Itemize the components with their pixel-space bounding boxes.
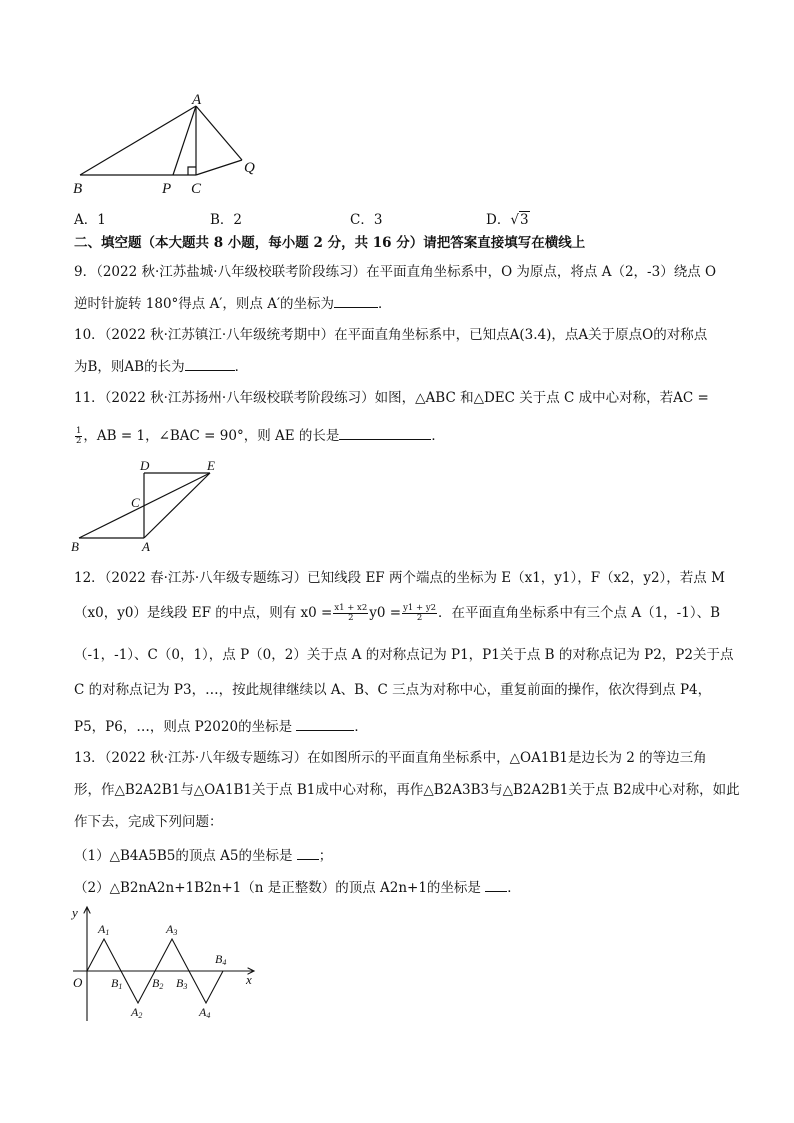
q12-line3: （-1，-1）、C（0，1），点 P（0，2）关于点 A 的对称点记为 P1，P1关于点 B 的对称点记为 P2，P2关于点: [74, 647, 734, 663]
label-b: B: [71, 539, 79, 554]
q13-line2: 形，作△B2A2B1与△OA1B1关于点 B1成中心对称，再作△B2A3B3与△B2A2B1关于点 B2成中心对称，如此: [74, 782, 740, 798]
choice-c[interactable]: C．3: [350, 212, 383, 228]
q13-part2: （2）△B2nA2n+1B2n+1（n 是正整数）的顶点 A2n+1的坐标是 ．: [74, 877, 521, 897]
label-b: B: [73, 181, 83, 197]
label-d: D: [140, 458, 150, 473]
q13-line1: 13．（2022 秋·江苏·八年级专题练习）在如图所示的平面直角坐标系中，△OA1B1是边长为 2 的等边三角: [74, 750, 707, 766]
right-angle-mark: [188, 167, 196, 175]
q12-line2: （x0，y0）是线段 EF 的中点，则有 x0 = $\frac{x1 + x2}{2}$ y0 = $\frac{y1 + y2}{2}$ ．在平面直角坐标系中有三个点 A（1，-1）、B: [74, 603, 720, 623]
q9-line1: 9．（2022 秋·江苏盐城·八年级校联考阶段练习）在平面直角坐标系中，O 为原点，将点 A（2，-3）绕点 O: [74, 264, 717, 280]
q13-line3: 作下去，完成下列问题：: [74, 814, 223, 830]
q10-line2: 为B，则AB的长为 ．: [74, 356, 248, 376]
label-a4: A4: [199, 1005, 211, 1020]
label-b4: B4: [215, 952, 227, 967]
segment-aq: [196, 106, 242, 160]
section-title: 二、填空题（本大题共 8 小题，每小题 2 分，共 16 分）请把答案直接填写在横线上: [74, 235, 586, 251]
q9-line2: 逆时针旋转 180°得点 A′，则点 A′的坐标为 ．: [74, 293, 392, 313]
q9-answer-blank[interactable]: [334, 293, 378, 308]
q12-answer-blank[interactable]: [296, 716, 354, 731]
q12-fraction-y: $\frac{y1 + y2}{2}$: [403, 603, 437, 623]
figure-central-symmetry: [68, 456, 238, 556]
q12-fraction-x: $\frac{x1 + x2}{2}$: [334, 603, 368, 623]
q11-line2: $\frac{1}{2}$ ，AB = 1，∠BAC = 90°，则 AE 的长是 ．: [76, 426, 445, 446]
choice-d[interactable]: D．√3: [486, 212, 529, 228]
segment-ab: [80, 106, 196, 175]
label-c: C: [131, 495, 140, 510]
label-b3: B3: [176, 976, 188, 991]
q12-line1: 12．（2022 春·江苏·八年级专题练习）已知线段 EF 两个端点的坐标为 E（x1，y1），F（x2，y2），若点 M: [74, 570, 725, 586]
label-a: A: [192, 92, 202, 108]
label-q: Q: [244, 160, 255, 176]
segment-ap: [173, 106, 196, 175]
label-p: P: [162, 181, 172, 197]
q11-fraction: $\frac{1}{2}$: [76, 426, 82, 446]
segment-cq: [196, 160, 242, 175]
label-b1: B1: [111, 976, 123, 991]
q13-part2-answer-blank[interactable]: [485, 877, 507, 892]
label-a2: A2: [131, 1005, 143, 1020]
label-a3: A3: [166, 922, 178, 937]
label-e: E: [207, 458, 215, 473]
sqrt-symbol: √3: [510, 212, 529, 228]
segment-ae: [144, 473, 210, 538]
label-x: x: [246, 972, 252, 987]
q10-answer-blank[interactable]: [185, 356, 235, 371]
q12-line4: C 的对称点记为 P3，…，按此规律继续以 A、B、C 三点为对称中心，重复前面的操作，依次得到点 P4，: [74, 682, 712, 698]
q13-part1-answer-blank[interactable]: [297, 845, 319, 860]
q12-line5: P5，P6，…，则点 P2020的坐标是 ．: [74, 716, 368, 736]
label-y: y: [72, 905, 78, 920]
label-a1: A1: [98, 922, 110, 937]
q10-line1: 10．（2022 秋·江苏镇江·八年级统考期中）在平面直角坐标系中，已知点A(3.4)，点A关于原点O的对称点: [74, 327, 708, 343]
choice-b[interactable]: B．2: [210, 212, 243, 228]
label-o: O: [73, 975, 83, 990]
q11-line1: 11．（2022 秋·江苏扬州·八年级校联考阶段练习）如图，△ABC 和△DEC 关于点 C 成中心对称，若AC =: [74, 390, 709, 406]
segment-a1-b2: [104, 939, 155, 971]
label-c: C: [191, 181, 202, 197]
figure-triangle-abpcq: [70, 92, 270, 200]
figure-zigzag-triangles: [68, 903, 268, 1023]
label-a: A: [142, 539, 150, 554]
q11-answer-blank[interactable]: [339, 425, 431, 440]
answer-choices: [74, 208, 714, 226]
q13-part1: （1）△B4A5B5的顶点 A5的坐标是 ；: [74, 845, 332, 865]
label-b2: B2: [152, 976, 164, 991]
choice-a[interactable]: A．1: [74, 212, 106, 228]
